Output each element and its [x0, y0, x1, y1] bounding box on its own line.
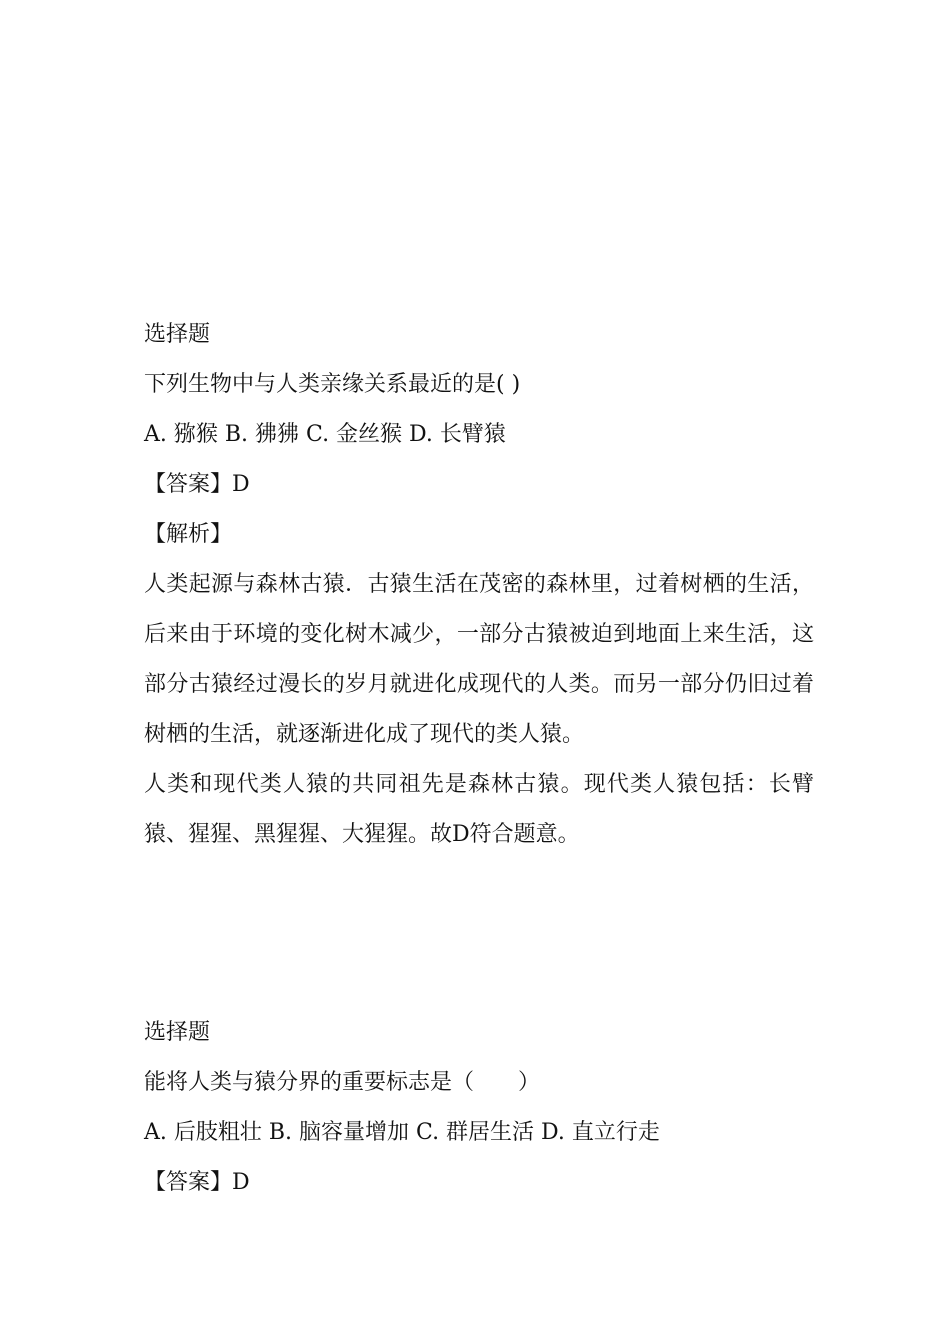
question-1-options: A. 猕猴 B. 狒狒 C. 金丝猴 D. 长臂猿: [144, 422, 506, 447]
question-1-analysis-paragraph-1: 人类起源与森林古猿．古猿生活在茂密的森林里，过着树栖的生活，后来由于环境的变化树木减少，一部分古猿被迫到地面上来生活，这部分古猿经过漫长的岁月就进化成现代的人类。而另一部分仍旧过着树栖的生活，就逐渐进化成了现代的类人猿。: [144, 572, 814, 747]
question-1-analysis-paragraph-2: 人类和现代类人猿的共同祖先是森林古猿。现代类人猿包括：长臂猿、猩猩、黑猩猩、大猩猩。故D符合题意。: [144, 772, 814, 847]
question-2-options: A. 后肢粗壮 B. 脑容量增加 C. 群居生活 D. 直立行走: [144, 1120, 660, 1145]
question-1-stem: 下列生物中与人类亲缘关系最近的是( ): [144, 372, 521, 397]
question-1-answer: 【答案】D: [144, 472, 250, 497]
question-1-type-label: 选择题: [144, 322, 211, 347]
question-1-analysis-label: 【解析】: [144, 522, 233, 547]
question-2-type-label: 选择题: [144, 1020, 211, 1045]
question-2-stem: 能将人类与猿分界的重要标志是（ ）: [144, 1070, 541, 1095]
question-2-answer: 【答案】D: [144, 1170, 250, 1195]
